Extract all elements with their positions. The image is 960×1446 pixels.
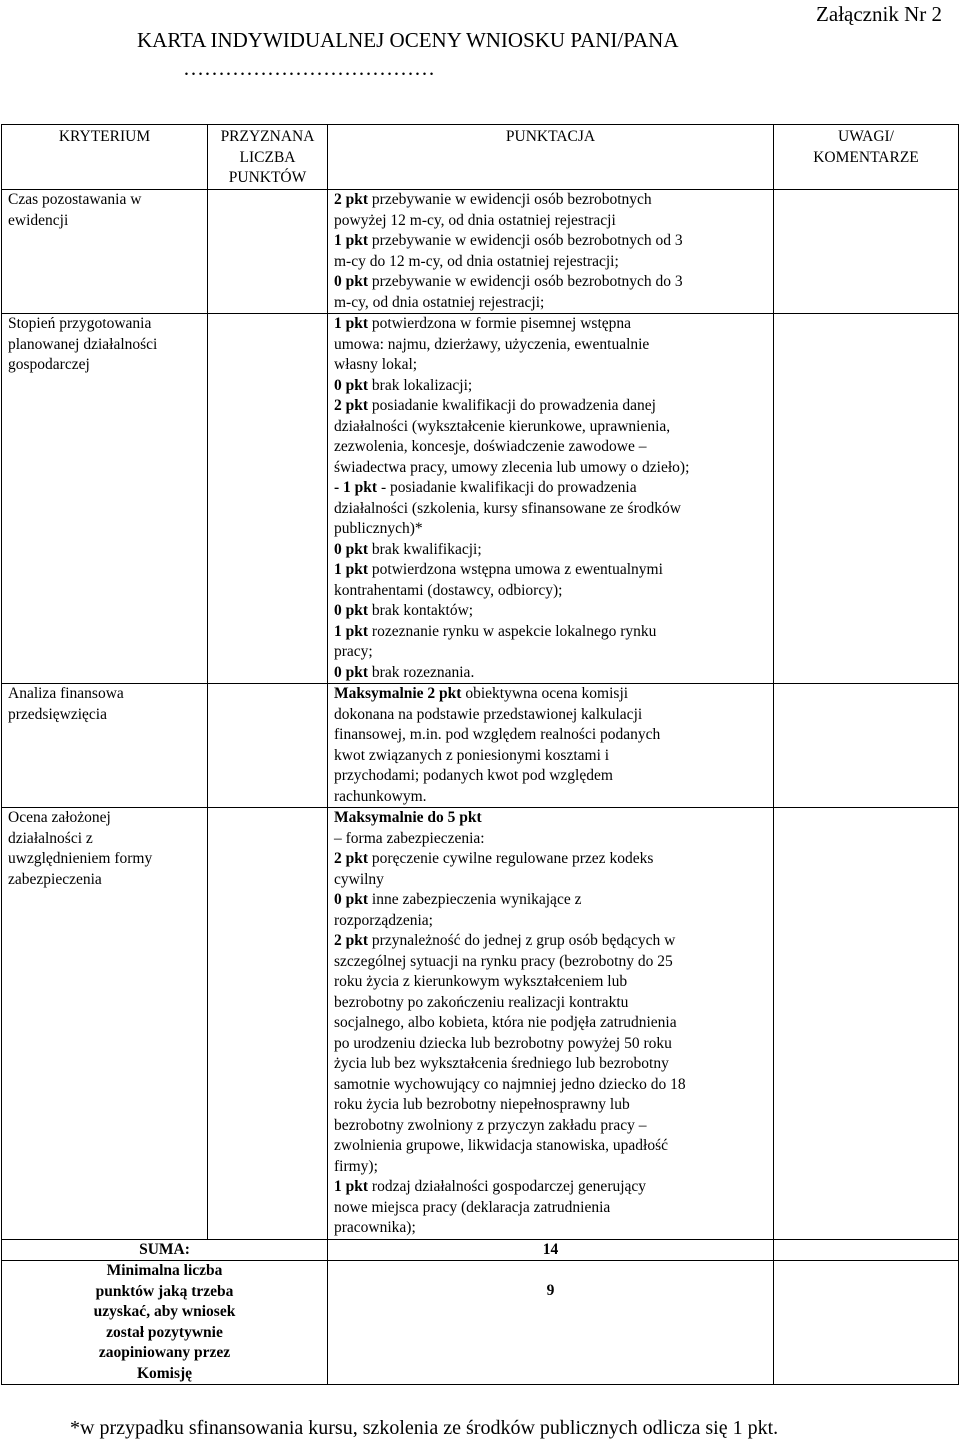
scoring-line: powyżej 12 m-cy, od dnia ostatniej rejestracji (334, 211, 616, 229)
scoring-line: 0 pkt przebywanie w ewidencji osób bezrobotnych do 3 (334, 273, 683, 290)
awarded-points-cell (208, 684, 328, 808)
criterion-name: Ocena założonej działalności z uwzględnieniem formy zabezpieczenia (2, 808, 208, 1240)
scoring-line: rozporządzenia; (334, 911, 433, 929)
suma-row (2, 1239, 959, 1261)
scoring-line: pracy; (334, 643, 373, 660)
scoring-line: działalności (wykształcenie kierunkowe, uprawnienia, (334, 417, 671, 435)
header-row (2, 125, 959, 190)
name-placeholder-dots: ……………………………… (183, 56, 435, 80)
criterion-row (2, 190, 959, 314)
scoring-line: m-cy, od dnia ostatniej rejestracji; (334, 293, 545, 311)
comments-cell (774, 190, 959, 314)
awarded-points-cell (208, 808, 328, 1240)
minimum-value: 9 (328, 1261, 774, 1385)
scoring-line: przychodami; podanych kwot pod względem (334, 767, 613, 784)
suma-value: 14 (328, 1239, 774, 1261)
scoring-line: roku życia z kierunkowym wykształceniem lub (334, 973, 628, 990)
evaluation-table (1, 124, 959, 1385)
scoring-line: publicznych)* (334, 520, 423, 537)
annex-label: Załącznik Nr 2 (816, 2, 942, 26)
scoring-line: działalności (szkolenia, kursy sfinansowane ze środków (334, 499, 681, 517)
suma-label: SUMA: (2, 1239, 328, 1261)
scoring-line: własny lokal; (334, 356, 418, 373)
scoring-line: socjalnego, albo kobieta, która nie podjęła zatrudnienia (334, 1014, 677, 1031)
scoring-line: 1 pkt potwierdzona w formie pisemnej wstępna (334, 315, 632, 332)
scoring-line: 0 pkt brak rozeznania. (334, 663, 475, 681)
awarded-points-cell (208, 190, 328, 314)
scoring-line: cywilny (334, 870, 384, 888)
comments-cell (774, 808, 959, 1240)
scoring-line: świadectwa pracy, umowy zlecenia lub umowy o dzieło); (334, 458, 690, 476)
scoring-line: Maksymalnie 2 pkt obiektywna ocena komisji (334, 685, 629, 702)
scoring-line: 0 pkt brak kwalifikacji; (334, 540, 482, 558)
scoring-line: 2 pkt posiadanie kwalifikacji do prowadzenia danej (334, 397, 656, 414)
scoring-line: Maksymalnie do 5 pkt (334, 809, 482, 826)
scoring-line: po urodzeniu dziecka lub bezrobotny powyżej 50 roku (334, 1034, 672, 1052)
scoring-line: 0 pkt brak lokalizacji; (334, 376, 473, 394)
scoring-line: pracownika); (334, 1219, 416, 1236)
minimum-uwagi-cell (774, 1261, 959, 1385)
scoring-line: samotnie wychowujący co najmniej jedno dziecko do 18 (334, 1075, 686, 1093)
scoring-line: 2 pkt przynależność do jednej z grup osób będących w (334, 932, 676, 949)
scoring-line: nowe miejsca pracy (deklaracja zatrudnienia (334, 1198, 611, 1216)
scoring-description (328, 314, 774, 684)
scoring-line: kwot związanych z poniesionymi kosztami i (334, 746, 610, 764)
scoring-line: 1 pkt przebywanie w ewidencji osób bezrobotnych od 3 (334, 232, 683, 249)
criterion-name: Analiza finansowa przedsięwzięcia (2, 684, 208, 808)
scoring-line: firmy); (334, 1157, 378, 1175)
scoring-line: 2 pkt poręczenie cywilne regulowane przez kodeks (334, 850, 654, 867)
scoring-line: 1 pkt rodzaj działalności gospodarczej generujący (334, 1178, 647, 1195)
document-title: KARTA INDYWIDUALNEJ OCENY WNIOSKU PANI/PANA (137, 28, 679, 52)
comments-cell (774, 684, 959, 808)
header-przyznana: PRZYZNANA LICZBA PUNKTÓW (208, 125, 328, 190)
scoring-line: bezrobotny zwolniony z przyczyn zakładu pracy – (334, 1116, 647, 1134)
scoring-line: 2 pkt przebywanie w ewidencji osób bezrobotnych (334, 191, 652, 208)
scoring-line: dokonana na podstawie przedstawionej kalkulacji (334, 705, 643, 723)
scoring-line: 1 pkt rozeznanie rynku w aspekcie lokalnego rynku (334, 622, 657, 640)
scoring-description (328, 190, 774, 314)
scoring-description (328, 684, 774, 808)
scoring-line: bezrobotny po zakończeniu realizacji kontraktu (334, 993, 629, 1011)
scoring-line: umowa: najmu, dzierżawy, użyczenia, ewentualnie (334, 335, 650, 353)
scoring-line: – forma zabezpieczenia: (334, 829, 485, 847)
scoring-line: - 1 pkt - posiadanie kwalifikacji do prowadzenia (334, 479, 637, 496)
header-kryterium: KRYTERIUM (2, 125, 208, 190)
scoring-line: finansowej, m.in. pod względem realności podanych (334, 726, 661, 743)
criterion-name: Czas pozostawania w ewidencji (2, 190, 208, 314)
header-uwagi: UWAGI/ KOMENTARZE (774, 125, 959, 190)
scoring-description (328, 808, 774, 1240)
minimum-label: Minimalna liczba punktów jaką trzeba uzyskać, aby wniosek został pozytywnie zaopiniowany przez Komisję (2, 1261, 328, 1385)
criterion-row (2, 684, 959, 808)
criterion-name: Stopień przygotowania planowanej działalności gospodarczej (2, 314, 208, 684)
scoring-line: 0 pkt inne zabezpieczenia wynikające z (334, 891, 582, 908)
comments-cell (774, 314, 959, 684)
scoring-line: rachunkowym. (334, 787, 427, 805)
scoring-line: m-cy do 12 m-cy, od dnia ostatniej rejestracji; (334, 252, 619, 270)
criterion-row (2, 808, 959, 1240)
scoring-line: 0 pkt brak kontaktów; (334, 602, 474, 619)
scoring-line: szczególnej sytuacji na rynku pracy (bezrobotny do 25 (334, 952, 673, 970)
scoring-line: zezwolenia, koncesje, doświadczenie zawodowe – (334, 438, 647, 455)
scoring-line: życia lub bez wykształcenia średniego lub bezrobotny (334, 1055, 669, 1072)
minimum-row (2, 1261, 959, 1385)
scoring-line: 1 pkt potwierdzona wstępna umowa z ewentualnymi (334, 561, 663, 578)
scoring-line: roku życia lub bezrobotny niepełnosprawny lub (334, 1096, 630, 1113)
scoring-line: kontrahentami (dostawcy, odbiorcy); (334, 581, 563, 599)
criterion-row (2, 314, 959, 684)
scoring-line: zwolnienia grupowe, likwidacja stanowiska, upadłość (334, 1137, 669, 1154)
awarded-points-cell (208, 314, 328, 684)
footnote: *w przypadku sfinansowania kursu, szkolenia ze środków publicznych odlicza się 1 pkt. (70, 1417, 779, 1439)
suma-uwagi-cell (774, 1239, 959, 1261)
header-punktacja: PUNKTACJA (328, 125, 774, 190)
